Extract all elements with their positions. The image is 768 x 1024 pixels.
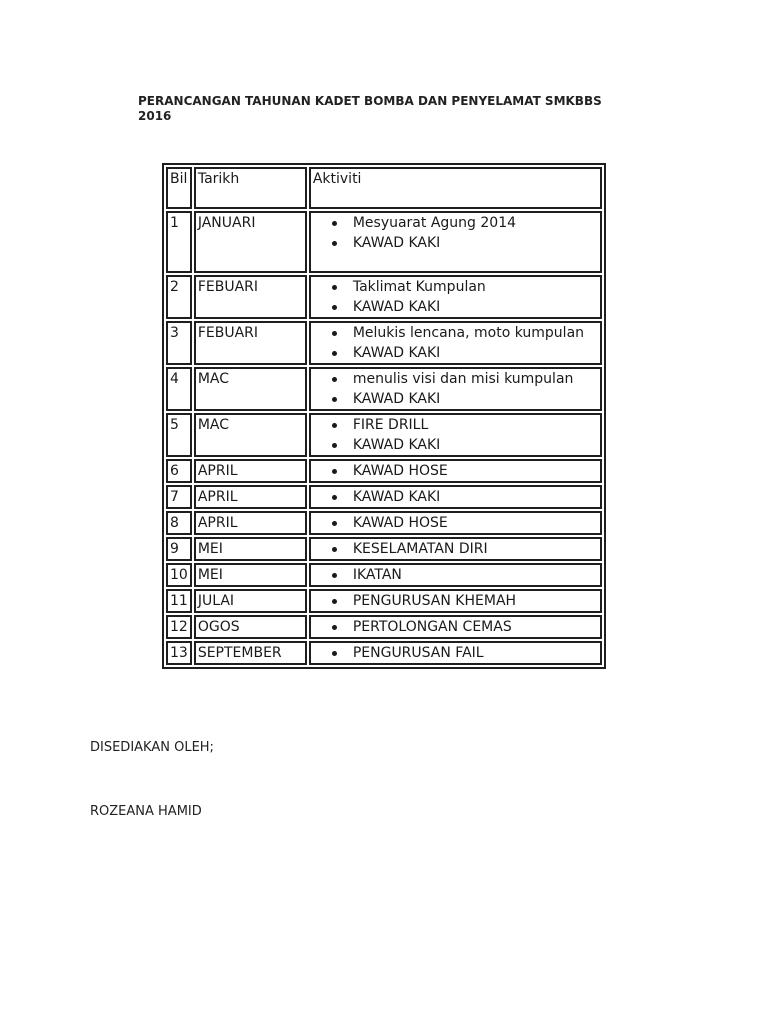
activity-item: PENGURUSAN FAIL	[313, 643, 598, 663]
activity-list	[313, 415, 598, 455]
row-bil-cell: 7	[166, 485, 192, 509]
activity-item: PENGURUSAN KHEMAH	[313, 591, 598, 611]
activity-list	[313, 539, 598, 559]
plan-table	[162, 163, 606, 669]
plan-table-wrapper	[162, 163, 606, 669]
document-title: PERANCANGAN TAHUNAN KADET BOMBA DAN PENYELAMAT SMKBBS 2016	[138, 94, 602, 123]
row-tarikh-cell: APRIL	[194, 485, 307, 509]
row-bil-cell: 11	[166, 589, 192, 613]
activity-list	[313, 513, 598, 533]
row-bil-cell: 5	[166, 413, 192, 457]
activity-item: PERTOLONGAN CEMAS	[313, 617, 598, 637]
activity-item: menulis visi dan misi kumpulan	[313, 369, 598, 389]
activity-list	[313, 643, 598, 663]
row-tarikh-cell: JANUARI	[194, 211, 307, 273]
activity-item: FIRE DRILL	[313, 415, 598, 435]
activity-item: KAWAD KAKI	[313, 343, 598, 363]
activity-list	[313, 487, 598, 507]
table-header-row	[166, 167, 602, 209]
table-row	[166, 367, 602, 411]
row-aktiviti-cell	[309, 563, 602, 587]
row-aktiviti-cell	[309, 589, 602, 613]
activity-list	[313, 277, 598, 317]
activity-item: IKATAN	[313, 565, 598, 585]
row-tarikh-cell: SEPTEMBER	[194, 641, 307, 665]
row-aktiviti-cell	[309, 537, 602, 561]
row-tarikh-cell: MEI	[194, 537, 307, 561]
row-tarikh-cell: OGOS	[194, 615, 307, 639]
activity-item: KAWAD KAKI	[313, 435, 598, 455]
row-aktiviti-cell	[309, 459, 602, 483]
activity-list	[313, 617, 598, 637]
row-aktiviti-cell	[309, 321, 602, 365]
activity-item: KAWAD KAKI	[313, 233, 598, 253]
row-aktiviti-cell	[309, 367, 602, 411]
activity-item: Melukis lencana, moto kumpulan	[313, 323, 598, 343]
activity-list	[313, 213, 598, 253]
table-row	[166, 413, 602, 457]
activity-item: KAWAD KAKI	[313, 487, 598, 507]
activity-item: KAWAD KAKI	[313, 297, 598, 317]
row-tarikh-cell: FEBUARI	[194, 275, 307, 319]
header-bil: Bil	[166, 167, 192, 209]
row-aktiviti-cell	[309, 275, 602, 319]
table-row	[166, 459, 602, 483]
row-bil-cell: 3	[166, 321, 192, 365]
table-row	[166, 563, 602, 587]
activity-item: KAWAD HOSE	[313, 461, 598, 481]
table-row	[166, 485, 602, 509]
header-tarikh: Tarikh	[194, 167, 307, 209]
plan-table-body	[166, 167, 602, 665]
table-row	[166, 615, 602, 639]
activity-list	[313, 591, 598, 611]
activity-list	[313, 565, 598, 585]
table-row	[166, 211, 602, 273]
table-row	[166, 275, 602, 319]
row-tarikh-cell: MAC	[194, 413, 307, 457]
row-aktiviti-cell	[309, 485, 602, 509]
row-tarikh-cell: MEI	[194, 563, 307, 587]
row-aktiviti-cell	[309, 615, 602, 639]
row-tarikh-cell: APRIL	[194, 459, 307, 483]
row-tarikh-cell: APRIL	[194, 511, 307, 535]
table-row	[166, 321, 602, 365]
row-bil-cell: 1	[166, 211, 192, 273]
activity-list	[313, 369, 598, 409]
row-aktiviti-cell	[309, 413, 602, 457]
table-row	[166, 641, 602, 665]
activity-list	[313, 323, 598, 363]
table-row	[166, 511, 602, 535]
row-bil-cell: 13	[166, 641, 192, 665]
preparer-name: ROZEANA HAMID	[90, 804, 202, 819]
activity-item: Mesyuarat Agung 2014	[313, 213, 598, 233]
header-aktiviti: Aktiviti	[309, 167, 602, 209]
row-bil-cell: 4	[166, 367, 192, 411]
table-row	[166, 537, 602, 561]
row-bil-cell: 10	[166, 563, 192, 587]
row-bil-cell: 12	[166, 615, 192, 639]
activity-item: KAWAD KAKI	[313, 389, 598, 409]
row-tarikh-cell: MAC	[194, 367, 307, 411]
activity-item: KAWAD HOSE	[313, 513, 598, 533]
row-bil-cell: 9	[166, 537, 192, 561]
row-aktiviti-cell	[309, 641, 602, 665]
row-tarikh-cell: JULAI	[194, 589, 307, 613]
prepared-by-label: DISEDIAKAN OLEH;	[90, 740, 214, 755]
activity-list	[313, 461, 598, 481]
activity-item: Taklimat Kumpulan	[313, 277, 598, 297]
table-row	[166, 589, 602, 613]
row-tarikh-cell: FEBUARI	[194, 321, 307, 365]
row-bil-cell: 2	[166, 275, 192, 319]
row-aktiviti-cell	[309, 511, 602, 535]
row-bil-cell: 8	[166, 511, 192, 535]
activity-item: KESELAMATAN DIRI	[313, 539, 598, 559]
row-bil-cell: 6	[166, 459, 192, 483]
row-aktiviti-cell	[309, 211, 602, 273]
